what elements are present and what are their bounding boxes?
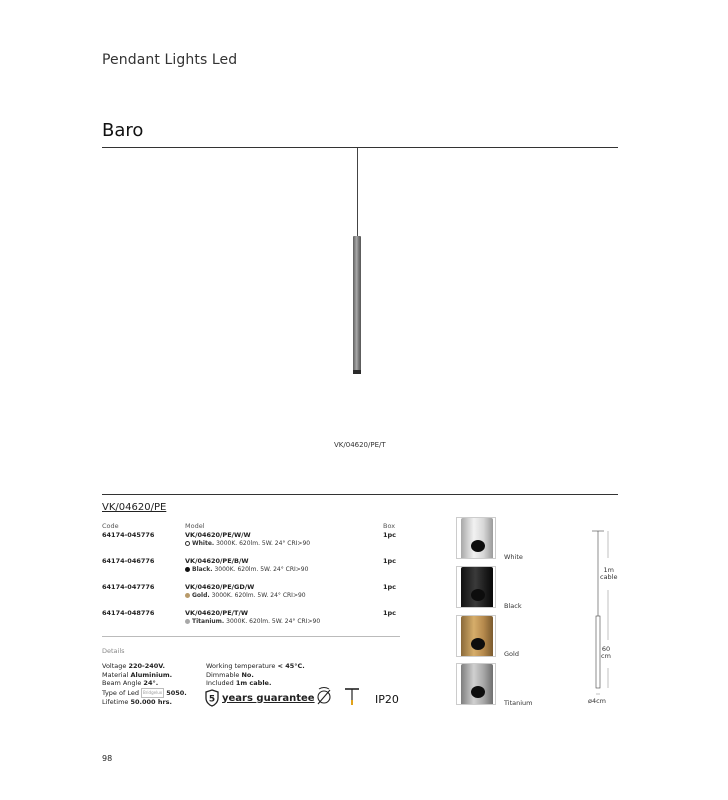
details-specs-right: Working temperature < 45°C. Dimmable No. Included 1m cable. <box>206 662 305 688</box>
svg-text:5: 5 <box>208 694 216 705</box>
col-header-box: Box <box>383 522 396 530</box>
page-number: 98 <box>102 754 113 763</box>
row-model: VK/04620/PE/T/W <box>185 609 248 617</box>
track-mount-icon <box>344 686 360 706</box>
row-code: 64174-047776 <box>102 583 155 591</box>
warranty-text: years guarantee <box>222 692 315 704</box>
finish-label: Titanium <box>504 699 533 707</box>
model-family-heading: VK/04620/PE <box>102 502 167 513</box>
row-model: VK/04620/PE/W/W <box>185 531 251 539</box>
finish-label: Gold <box>504 650 519 658</box>
row-model: VK/04620/PE/GD/W <box>185 583 255 591</box>
pendant-cable <box>357 148 358 236</box>
table-row <box>0 557 420 581</box>
color-dot-gold <box>185 593 190 598</box>
row-box: 1pc <box>383 557 397 565</box>
details-label: Details <box>102 647 125 655</box>
diameter-label: ø4cm <box>588 697 607 705</box>
product-title: Baro <box>102 120 144 141</box>
technical-drawing <box>578 528 628 713</box>
finish-swatch-white <box>456 517 496 559</box>
finish-swatch-gold <box>456 615 496 657</box>
row-code: 64174-046776 <box>102 557 155 565</box>
pendant-rod-image <box>353 236 361 374</box>
row-box: 1pc <box>383 609 397 617</box>
row-model: VK/04620/PE/B/W <box>185 557 249 565</box>
ip-rating: IP20 <box>375 693 399 706</box>
row-box: 1pc <box>383 583 397 591</box>
row-spec: Gold. 3000K. 620lm. 5W. 24° CRI>90 <box>185 592 306 599</box>
table-row <box>0 531 420 555</box>
row-code: 64174-045776 <box>102 531 155 539</box>
warranty-badge <box>205 688 315 708</box>
cable-length-label: 1m cable <box>600 566 618 581</box>
details-specs-left: Voltage 220-240V. Material Aluminium. Beam Angle 24°. Type of Led Bridgelux 5050. Lifetime 50.000 hrs. <box>102 662 187 707</box>
bridgelux-logo: Bridgelux <box>141 688 164 699</box>
table-row <box>0 609 420 633</box>
body-length-label: 60 cm <box>601 645 611 660</box>
color-dot-titanium <box>185 619 190 624</box>
table-row <box>0 583 420 607</box>
finish-label: White <box>504 553 523 561</box>
shield-icon <box>205 689 219 707</box>
row-spec: Black. 3000K. 620lm. 5W. 24° CRI>90 <box>185 566 308 573</box>
top-divider <box>102 147 618 148</box>
finish-swatch-titanium <box>456 663 496 705</box>
row-spec: Titanium. 3000K. 620lm. 5W. 24° CRI>90 <box>185 618 320 625</box>
finish-swatch-black <box>456 566 496 608</box>
row-code: 64174-048776 <box>102 609 155 617</box>
category-title: Pendant Lights Led <box>102 52 238 68</box>
hero-caption: VK/04620/PE/T <box>334 441 386 449</box>
row-box: 1pc <box>383 531 397 539</box>
section-divider <box>102 494 618 495</box>
details-divider <box>102 636 400 637</box>
non-dimmable-icon <box>315 686 333 706</box>
row-spec: White. 3000K. 620lm. 5W. 24° CRI>90 <box>185 540 310 547</box>
col-header-model: Model <box>185 522 205 530</box>
color-dot-black <box>185 567 190 572</box>
col-header-code: Code <box>102 522 119 530</box>
color-dot-white <box>185 541 190 546</box>
pendant-rod-cap <box>353 370 361 374</box>
finish-label: Black <box>504 602 522 610</box>
